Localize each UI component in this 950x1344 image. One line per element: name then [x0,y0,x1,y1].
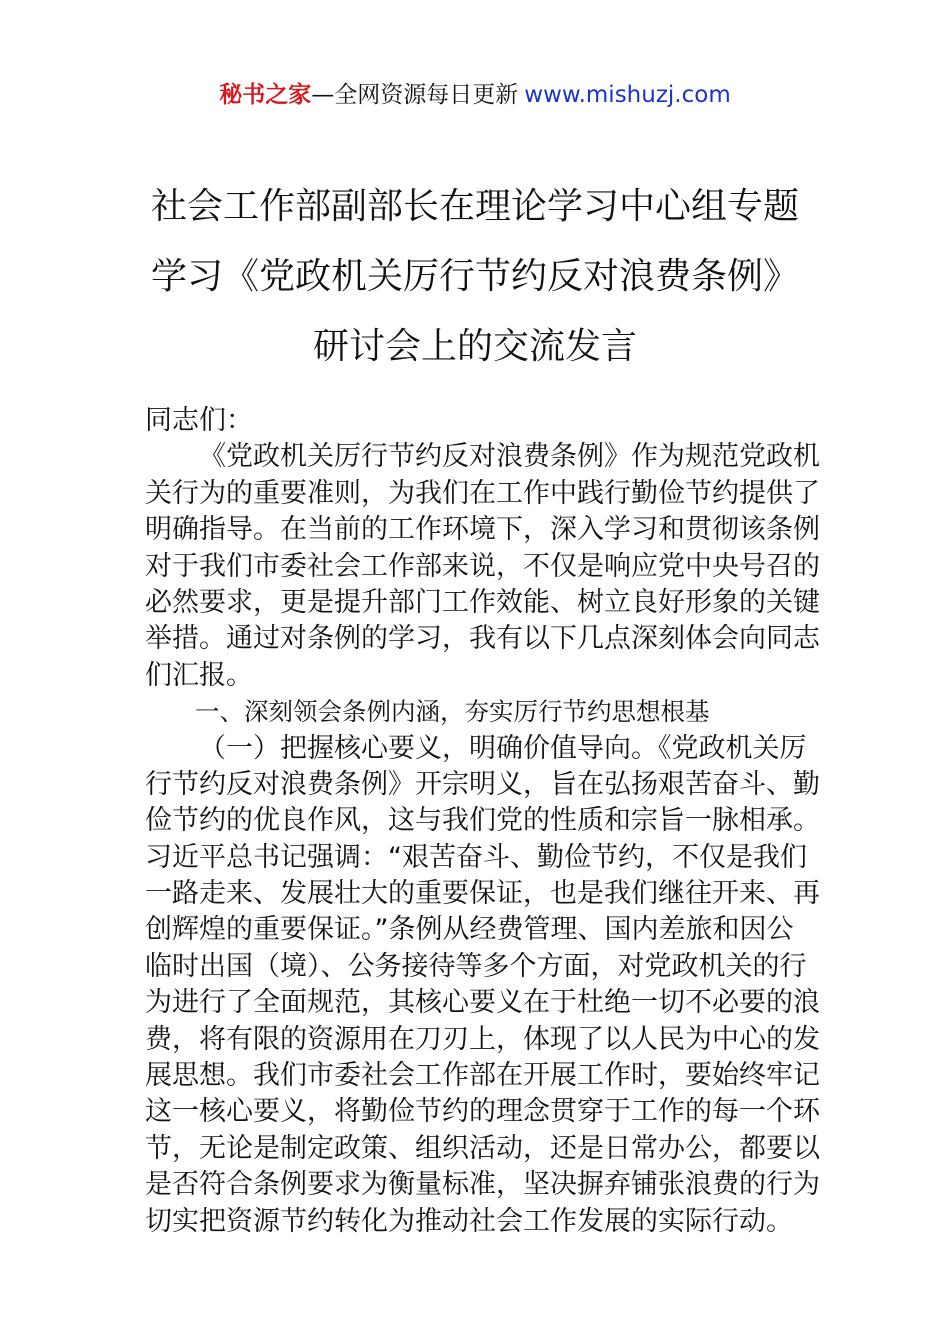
title-line: 学习《党政机关厉行节约反对浪费条例》 [150,256,799,297]
site-header [0,78,950,112]
paragraph-line: 一路走来、发展壮大的重要保证，也是我们继往开来、再 [145,878,820,910]
paragraph-line: 对于我们市委社会工作部来说，不仅是响应党中央号召的 [145,550,820,582]
paragraph-line: 们汇报。 [145,659,253,691]
paragraph-line: 习近平总书记强调：“艰苦奋斗、勤俭节约，不仅是我们 [145,841,807,873]
paragraph-line: 俭节约的优良作风，这与我们党的性质和宗旨一脉相承。 [145,805,820,837]
paragraph-line: 《党政机关厉行节约反对浪费条例》作为规范党政机 [199,441,820,473]
document-title [0,172,950,382]
site-url-link[interactable]: www.mishuzj.com [524,82,731,108]
paragraph-line: 这一核心要义，将勤俭节约的理念贯穿于工作的每一个环 [145,1096,820,1128]
paragraph-line: 创辉煌的重要保证。”条例从经费管理、国内差旅和因公 [145,914,794,946]
paragraph-line: 费，将有限的资源用在刀刃上，体现了以人民为中心的发 [145,1023,820,1055]
paragraph-line: 临时出国（境）、公务接待等多个方面，对党政机关的行 [145,950,807,982]
title-line: 研讨会上的交流发言 [312,326,637,367]
paragraph-line: 为进行了全面规范，其核心要义在于杜绝一切不必要的浪 [145,987,820,1019]
paragraph-line: 是否符合条例要求为衡量标准，坚决摒弃铺张浪费的行为 [145,1169,820,1201]
salutation: 同志们： [145,405,253,436]
brand-name: 秘书之家 [219,82,312,108]
paragraph-line: 必然要求，更是提升部门工作效能、树立良好形象的关键 [145,586,820,618]
section-heading: 一、深刻领会条例内涵，夯实厉行节约思想根基 [195,697,710,727]
title-line: 社会工作部副部长在理论学习中心组专题 [150,186,799,227]
paragraph-line: 关行为的重要准则，为我们在工作中践行勤俭节约提供了 [145,477,820,509]
paragraph-line: （一）把握核心要义，明确价值导向。《党政机关厉 [199,732,807,764]
document-body [145,403,820,1240]
paragraph-line: 切实把资源节约转化为推动社会工作发展的实际行动。 [145,1205,793,1237]
paragraph-line: 展思想。我们市委社会工作部在开展工作时，要始终牢记 [145,1060,820,1092]
paragraph-line: 节，无论是制定政策、组织活动，还是日常办公，都要以 [145,1132,820,1164]
paragraph-line: 举措。通过对条例的学习，我有以下几点深刻体会向同志 [145,623,820,655]
paragraph-line: 行节约反对浪费条例》开宗明义，旨在弘扬艰苦奋斗、勤 [145,768,820,800]
slogan: —全网资源每日更新 [311,82,519,108]
paragraph-line: 明确指导。在当前的工作环境下，深入学习和贯彻该条例 [145,514,820,546]
